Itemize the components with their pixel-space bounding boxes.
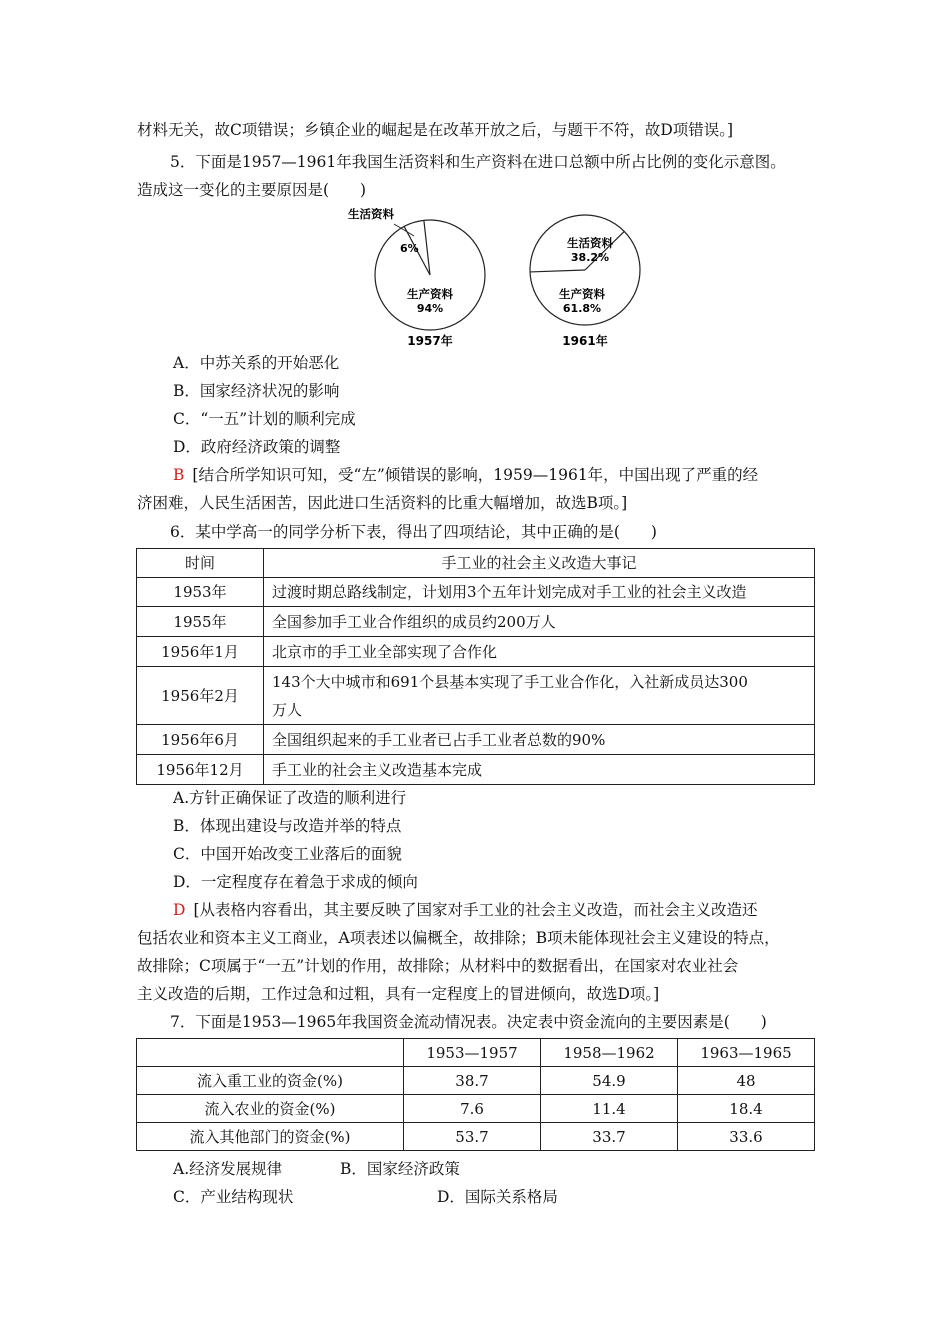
q7-cell: 53.7: [404, 1123, 541, 1151]
pie-charts-figure: [340, 200, 660, 350]
pie-1957-year: 1957年: [407, 334, 453, 348]
q7-cell: 11.4: [541, 1095, 678, 1123]
q5-option-a: A．中苏关系的开始恶化: [173, 354, 340, 372]
q5-answer-letter: B: [173, 466, 185, 484]
q6-event: [264, 667, 815, 725]
q5-explanation-line1: [结合所学知识可知，受“左”倾错误的影响，1959—1961年，中国出现了严重的经: [192, 466, 759, 484]
q7-cell: 7.6: [404, 1095, 541, 1123]
q6-answer: [173, 900, 758, 920]
q6-time: 1953年: [137, 578, 264, 607]
q6-event: 北京市的手工业全部实现了合作化: [264, 637, 815, 667]
q7-option-c: C．产业结构现状: [173, 1188, 294, 1206]
q7-header-period1: 1953—1957: [404, 1039, 541, 1067]
pie-1961-small-value: 38.2%: [570, 251, 610, 264]
pie-chart-1961: [530, 215, 640, 348]
q7-cell: 54.9: [541, 1067, 678, 1095]
q6-stem: 6．某中学高一的同学分析下表，得出了四项结论，其中正确的是( ): [170, 523, 657, 541]
q6-explanation-line2: 包括农业和资本主义工商业，A项表述以偏概全，故排除；B项未能体现社会主义建设的特点，: [137, 929, 780, 947]
q6-header-event: 手工业的社会主义改造大事记: [264, 549, 815, 578]
q7-header-period3: 1963—1965: [678, 1039, 815, 1067]
q6-time: 1956年1月: [137, 637, 264, 667]
q6-table-header: [137, 549, 815, 578]
pie-chart-1957: [348, 207, 485, 348]
q7-option-d: D．国际关系格局: [437, 1188, 558, 1206]
table-row: [137, 578, 815, 607]
q5-option-b: B．国家经济状况的影响: [173, 382, 340, 400]
intro-text: 材料无关，故C项错误；乡镇企业的崛起是在改革开放之后，与题干不符，故D项错误。]: [137, 121, 734, 139]
q7-row-label: 流入农业的资金(%): [137, 1095, 404, 1123]
q7-stem: 7．下面是1953—1965年我国资金流动情况表。决定表中资金流向的主要因素是( ): [170, 1013, 767, 1031]
q6-event: 过渡时期总路线制定，计划用3个五年计划完成对手工业的社会主义改造: [264, 578, 815, 607]
q6-time: 1955年: [137, 607, 264, 637]
q6-explanation-line1: [从表格内容看出，其主要反映了国家对手工业的社会主义改造，而社会主义改造还: [193, 901, 758, 919]
pie-1961-year: 1961年: [562, 334, 608, 348]
q5-option-c: C．“一五”计划的顺利完成: [173, 410, 356, 428]
table-row: [137, 755, 815, 785]
q6-event-line1: 143个大中城市和691个县基本实现了手工业合作化，入社新成员达300: [272, 672, 748, 691]
table-row: [137, 725, 815, 755]
q5-stem-line1: 5．下面是1957—1961年我国生活资料和生产资料在进口总额中所占比例的变化示意图。: [170, 153, 786, 171]
q6-time: 1956年12月: [137, 755, 264, 785]
q6-option-b: B．体现出建设与改造并举的特点: [173, 817, 402, 835]
q6-table: [136, 548, 815, 785]
q7-table: [136, 1038, 815, 1151]
q6-event: 全国组织起来的手工业者已占手工业者总数的90%: [264, 725, 815, 755]
pie-1957-small-value: 6%: [400, 242, 419, 255]
q7-header-period2: 1958—1962: [541, 1039, 678, 1067]
q6-time: 1956年6月: [137, 725, 264, 755]
q6-option-c: C．中国开始改变工业落后的面貌: [173, 845, 402, 863]
q7-cell: 18.4: [678, 1095, 815, 1123]
table-row: [137, 607, 815, 637]
q7-option-a: A.经济发展规律: [173, 1160, 283, 1178]
q6-explanation-line3: 故排除；C项属于“一五”计划的作用，故排除；从材料中的数据看出，在国家对农业社会: [137, 957, 739, 975]
q5-answer: [173, 465, 758, 485]
q7-cell: 33.7: [541, 1123, 678, 1151]
pie-1961-large-value: 61.8%: [562, 302, 602, 315]
q5-stem-line2: 造成这一变化的主要原因是( ): [137, 181, 367, 199]
q6-event: 手工业的社会主义改造基本完成: [264, 755, 815, 785]
q7-cell: 38.7: [404, 1067, 541, 1095]
table-row: [137, 1095, 815, 1123]
q5-explanation-line2: 济困难，人民生活困苦，因此进口生活资料的比重大幅增加，故选B项。]: [137, 494, 628, 512]
q6-event: 全国参加手工业合作组织的成员约200万人: [264, 607, 815, 637]
table-row: [137, 1123, 815, 1151]
q6-explanation-line4: 主义改造的后期，工作过急和过粗，具有一定程度上的冒进倾向，故选D项。]: [137, 985, 660, 1003]
q6-answer-letter: D: [173, 901, 186, 919]
q6-time: 1956年2月: [137, 667, 264, 725]
pie-1961-small-label: 生活资料: [567, 236, 613, 250]
q7-cell: 48: [678, 1067, 815, 1095]
table-row: [137, 667, 815, 725]
q7-table-header: [137, 1039, 815, 1067]
pie-1957-large-label: 生产资料: [407, 287, 453, 301]
q6-option-d: D．一定程度存在着急于求成的倾向: [173, 873, 418, 891]
pie-1957-small-label: 生活资料: [348, 207, 394, 221]
q6-header-time: 时间: [137, 549, 264, 578]
table-row: [137, 1067, 815, 1095]
q7-option-b: B．国家经济政策: [340, 1160, 460, 1178]
table-row: [137, 637, 815, 667]
q7-cell: 33.6: [678, 1123, 815, 1151]
pie-1957-large-value: 94%: [416, 302, 444, 315]
q7-row-label: 流入其他部门的资金(%): [137, 1123, 404, 1151]
q6-option-a: A.方针正确保证了改造的顺利进行: [173, 789, 407, 807]
q7-header-blank: [137, 1039, 404, 1067]
q6-event-line2: 万人: [272, 700, 303, 719]
q7-row-label: 流入重工业的资金(%): [137, 1067, 404, 1095]
q5-option-d: D．政府经济政策的调整: [173, 438, 341, 456]
pie-1961-large-label: 生产资料: [559, 287, 605, 301]
